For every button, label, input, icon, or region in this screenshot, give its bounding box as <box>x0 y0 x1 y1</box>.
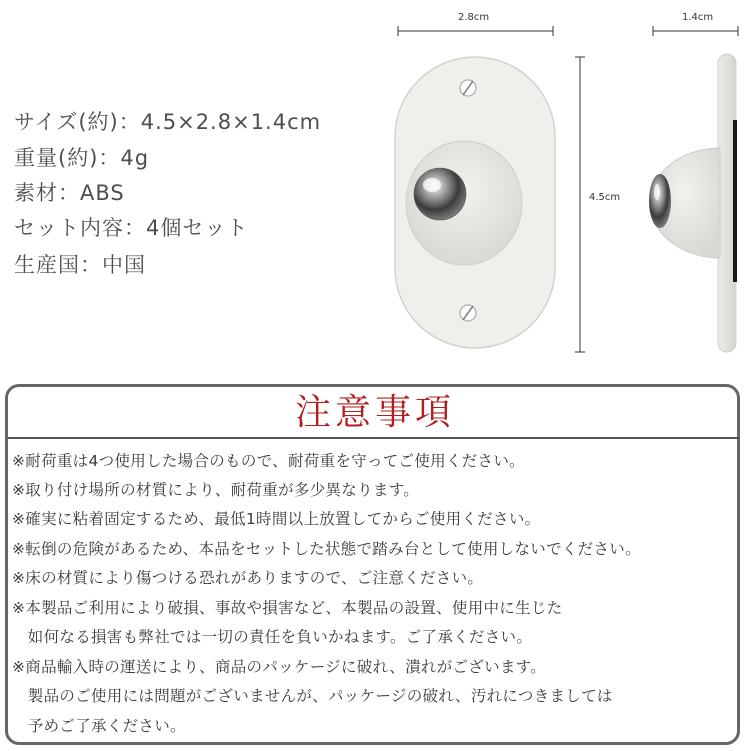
spec-size: サイズ(約)：4.5×2.8×1.4cm <box>14 110 322 134</box>
spec-weight: 重量(約)：4g <box>14 146 150 170</box>
depth-dimension-line <box>653 26 738 36</box>
spec-origin: 生産国：中国 <box>14 253 146 277</box>
depth-label: 1.4cm <box>682 12 714 23</box>
notice-line: ※転倒の危険があるため、本品をセットした状態で踏み台として使用しないでください。 <box>12 540 641 558</box>
spec-material: 素材：ABS <box>14 181 125 205</box>
notice-line: ※本製品ご利用により破損、事故や損害など、本製品の設置、使用中に生じた <box>12 599 563 617</box>
caster-side-view <box>649 54 737 352</box>
height-dimension-line <box>575 57 585 352</box>
notice-line: ※商品輸入時の運送により、商品のパッケージに破れ、潰れがございます。 <box>12 658 547 676</box>
caster-front-view <box>395 57 555 348</box>
notice-line: 製品のご使用には問題がございませんが、パッケージの破れ、汚れにつきましては <box>12 687 613 705</box>
spec-contents: セット内容：4個セット <box>14 216 249 240</box>
height-label: 4.5cm <box>589 192 621 203</box>
notice-line: ※確実に粘着固定するため、最低1時間以上放置してからご使用ください。 <box>12 510 541 528</box>
notice-line: 予めご了承ください。 <box>12 717 186 735</box>
notice-line: ※耐荷重は4つ使用した場合のもので、耐荷重を守ってご使用ください。 <box>12 452 525 470</box>
notice-line: ※床の材質により傷つける恐れがありますので、ご注意ください。 <box>12 569 484 587</box>
width-dimension-line <box>398 26 553 36</box>
notice-divider <box>8 437 740 439</box>
width-label: 2.8cm <box>458 12 490 23</box>
notice-line: 如何なる損害も弊社では一切の責任を負いかねます。ご了承ください。 <box>12 628 533 646</box>
notice-line: ※取り付け場所の材質により、耐荷重が多少異なります。 <box>12 481 420 499</box>
notice-title: 注意事項 <box>294 392 455 433</box>
